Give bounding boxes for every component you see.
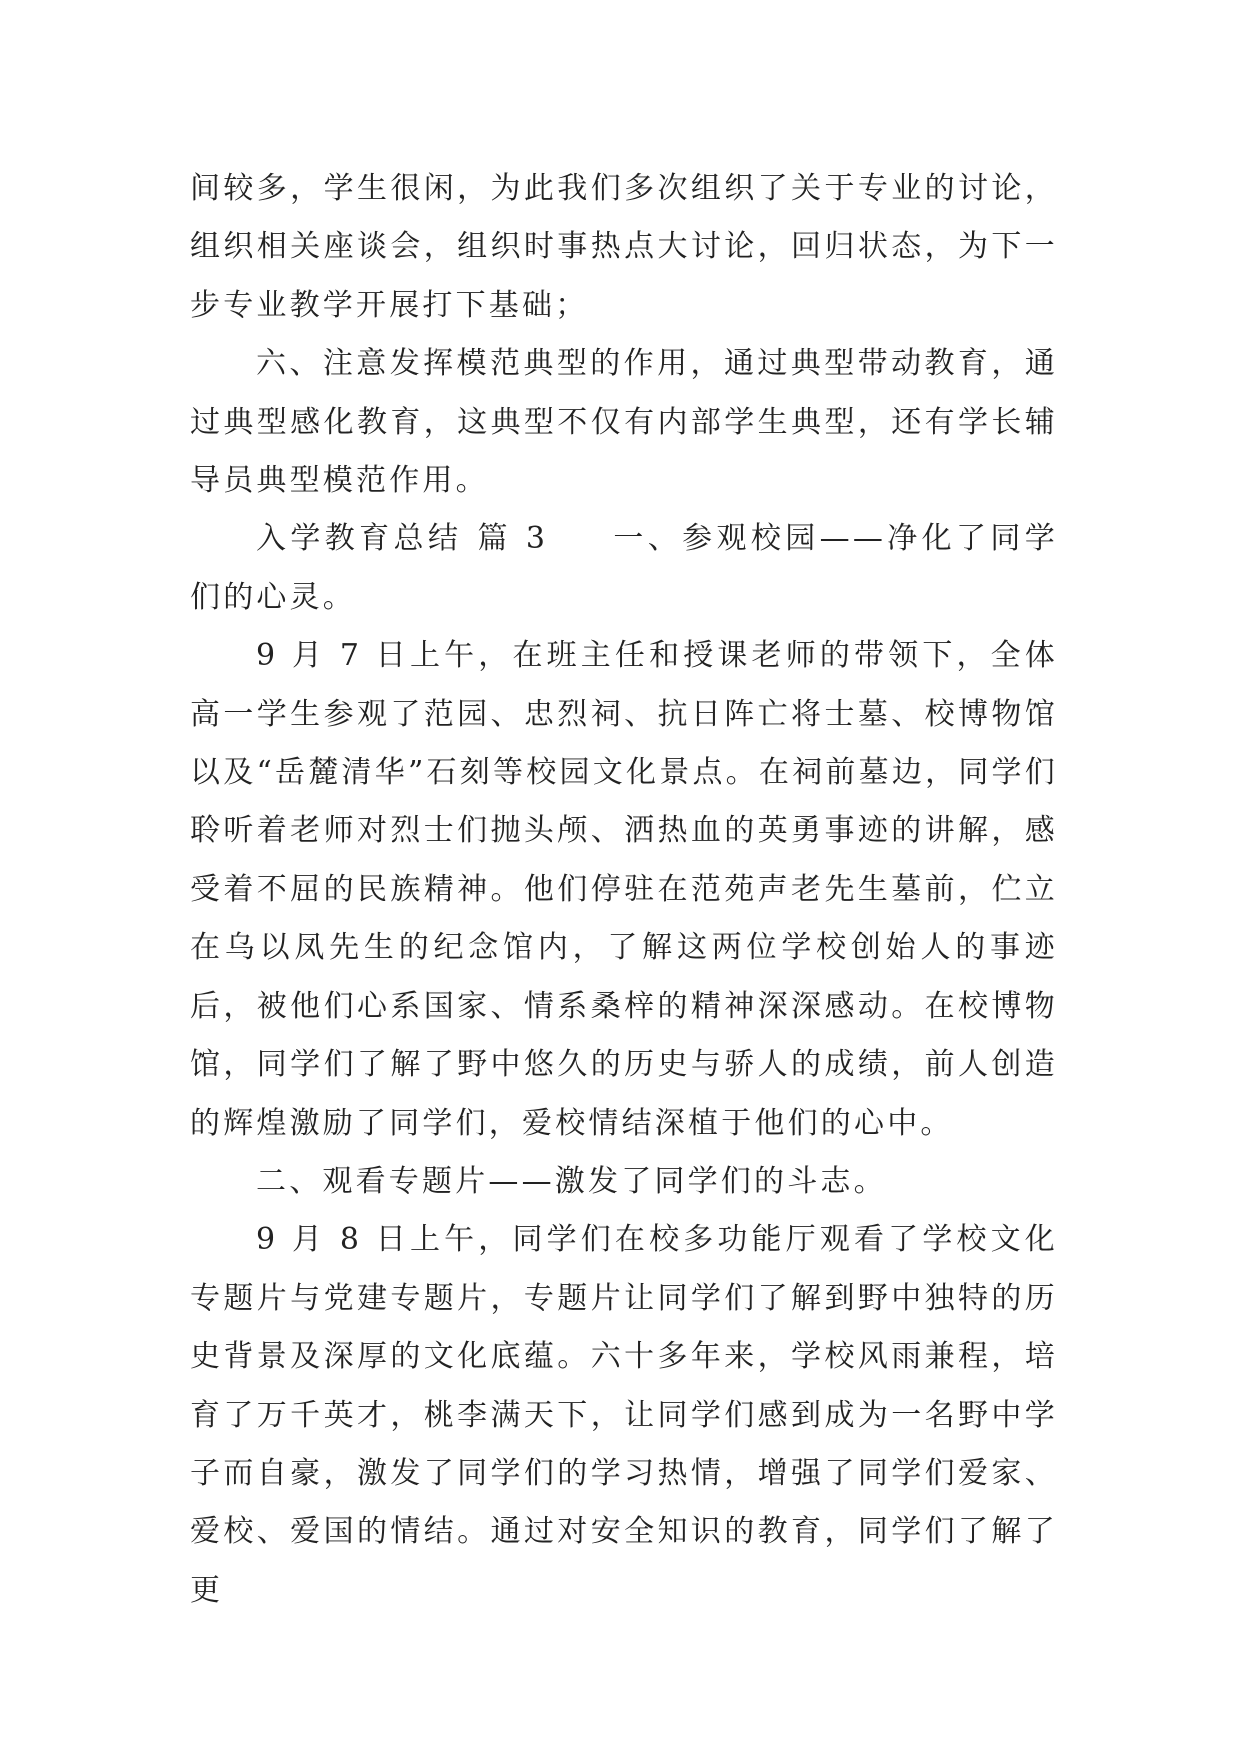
section-heading-paragraph: [190, 510, 1058, 627]
paragraph-film: 9 月 8 日上午，同学们在校多功能厅观看了学校文化专题片与党建专题片，专题片让同学们了解到野中独特的历史背景及深厚的文化底蕴。六十多年来，学校风雨兼程，培育了万千英才，桃李满天下，让同学们感到成为一名野中学子而自豪，激发了同学们的学习热情，增强了同学们爱家、爱校、爱国的情结。通过对安全知识的教育，同学们了解了更: [190, 1222, 1058, 1608]
section-number: 篇 3: [476, 521, 549, 557]
heading-two: 二、观看专题片——激发了同学们的斗志。: [256, 1163, 887, 1199]
document-body: [190, 160, 1058, 1620]
paragraph-campus-visit: 9 月 7 日上午，在班主任和授课老师的带领下，全体高一学生参观了范园、忠烈祠、抗日阵亡将士墓、校博物馆以及“岳麓清华”石刻等校园文化景点。在祠前墓边，同学们聆听着老师对烈士们抛头颅、洒热血的英勇事迹的讲解，感受着不屈的民族精神。他们停驻在范苑声老先生墓前，伫立在乌以凤先生的纪念馆内，了解这两位学校创始人的事迹后，被他们心系国家、情系桑梓的精神深深感动。在校博物馆，同学们了解了野中悠久的历史与骄人的成绩，前人创造的辉煌激励了同学们，爱校情结深植于他们的心中。: [190, 638, 1058, 1141]
section-title: 入学教育总结: [256, 521, 463, 557]
paragraph-continued: 间较多，学生很闲，为此我们多次组织了关于专业的讨论，组织相关座谈会，组织时事热点大讨论，回归状态，为下一步专业教学开展打下基础；: [190, 171, 1058, 323]
heading-one: 一、参观校园——净化了同学们的心灵。: [190, 521, 1058, 615]
paragraph-six: 六、注意发挥模范典型的作用，通过典型带动教育，通过典型感化教育，这典型不仅有内部学生典型，还有学长辅导员典型模范作用。: [190, 346, 1058, 499]
